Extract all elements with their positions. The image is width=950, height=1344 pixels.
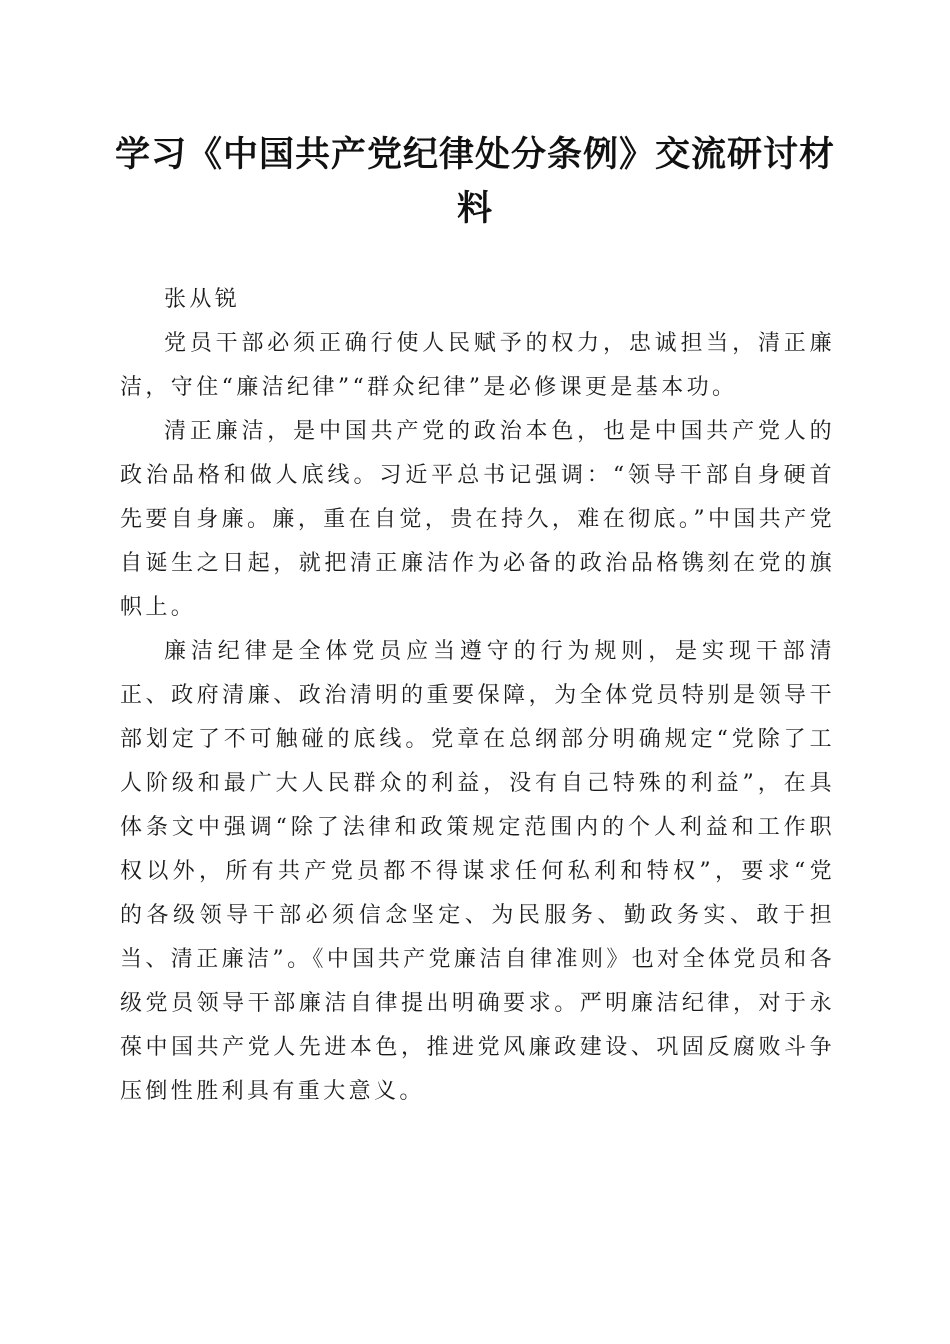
paragraph-1: 党员干部必须正确行使人民赋予的权力，忠诚担当，清正廉洁，守住“廉洁纪律”“群众纪律”是必修课更是基本功。 <box>120 331 835 400</box>
paragraph-3: 廉洁纪律是全体党员应当遵守的行为规则，是实现干部清正、政府清廉、政治清明的重要保障，为全体党员特别是领导干部划定了不可触碰的底线。党章在总纲部分明确规定“党除了工人阶级和最广大人民群众的利益，没有自己特殊的利益”，在具体条文中强调“除了法律和政策规定范围内的个人利益和工作职权以外，所有共产党员都不得谋求任何私利和特权”，要求“党的各级领导干部必须信念坚定、为民服务、勤政务实、敢于担当、清正廉洁”。《中国共产党廉洁自律准则》也对全体党员和各级党员领导干部廉洁自律提出明确要求。严明廉洁纪律，对于永葆中国共产党人先进本色，推进党风廉政建设、巩固反腐败斗争压倒性胜利具有重大意义。 <box>120 639 835 1104</box>
document-title: 学习《中国共产党纪律处分条例》交流研讨材料 <box>114 134 835 229</box>
paragraph-2: 清正廉洁，是中国共产党的政治本色，也是中国共产党人的政治品格和做人底线。习近平总书记强调：“领导干部自身硬首先要自身廉。廉，重在自觉，贵在持久，难在彻底。”中国共产党自诞生之日起，就把清正廉洁作为必备的政治品格镌刻在党的旗帜上。 <box>120 419 835 620</box>
author-name: 张从锐 <box>164 287 241 312</box>
document-body <box>120 278 835 1114</box>
